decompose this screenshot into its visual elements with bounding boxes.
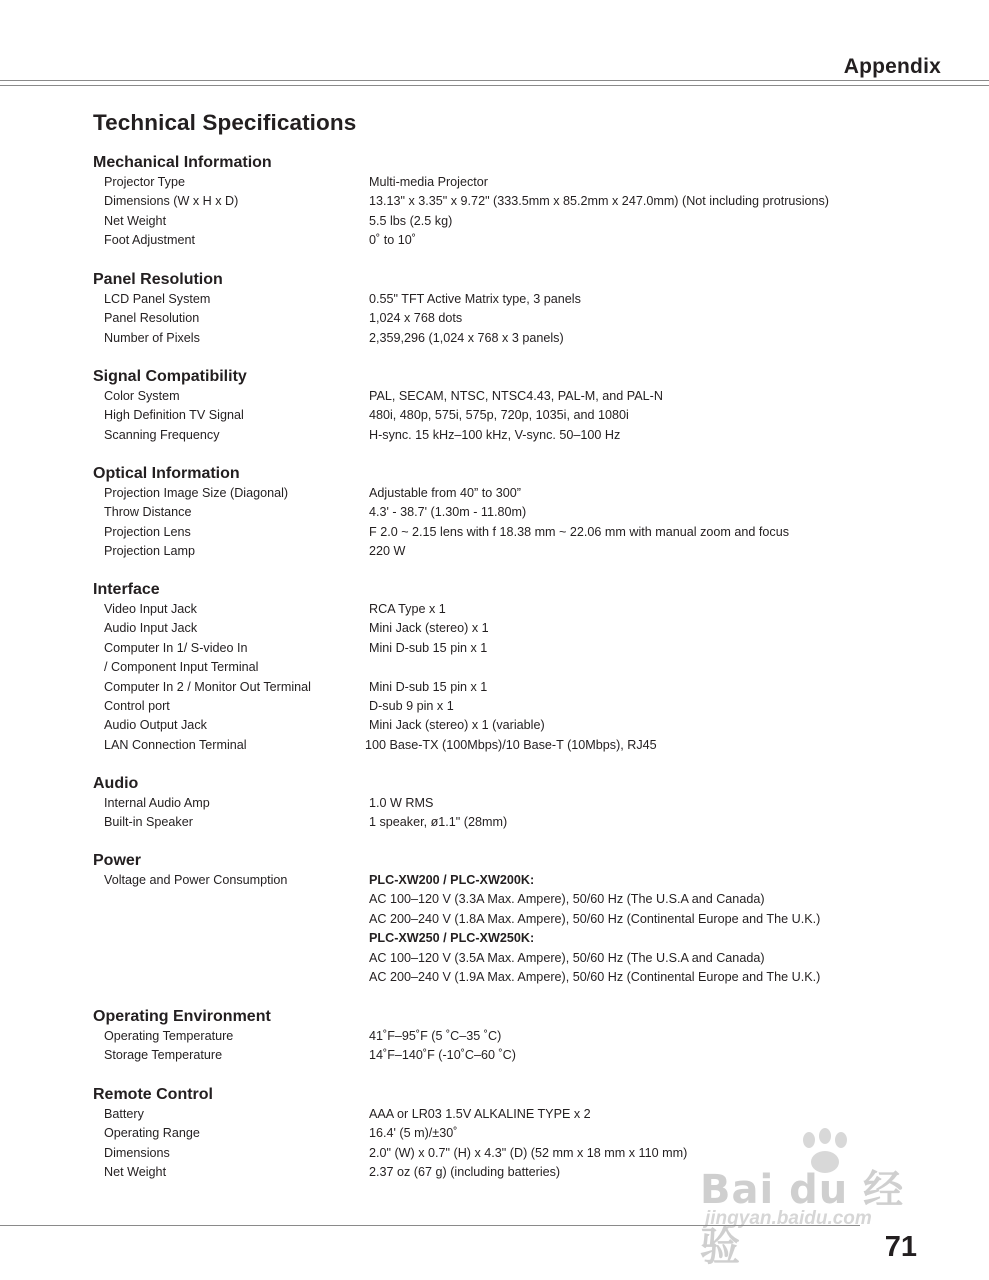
section-title: Operating Environment	[93, 1008, 271, 1025]
model-heading: PLC-XW200 / PLC-XW200K:	[369, 873, 535, 887]
spec-value: AC 100–120 V (3.5A Max. Ampere), 50/60 Hz (The U.S.A and Canada)	[369, 950, 765, 965]
spec-label: Video Input Jack	[104, 602, 197, 616]
spec-row	[93, 619, 913, 638]
spec-value: 41˚F–95˚F (5 ˚C–35 ˚C)	[369, 1029, 502, 1043]
spec-row	[93, 406, 913, 425]
spec-row	[93, 309, 913, 328]
spec-label: Audio Output Jack	[104, 718, 207, 733]
spec-value: 5.5 lbs (2.5 kg)	[369, 213, 453, 228]
spec-row	[93, 639, 913, 658]
spec-value: 13.13" x 3.35" x 9.72" (333.5mm x 85.2mm x 247.0mm) (Not including protrusions)	[369, 194, 829, 209]
spec-label: LAN Connection Terminal	[104, 737, 247, 752]
spec-label: Audio Input Jack	[104, 621, 198, 636]
spec-row	[93, 658, 913, 677]
watermark-logo: Bai du 经验	[700, 1167, 905, 1270]
page-number: 71	[884, 1231, 917, 1263]
spec-label: Scanning Frequency	[104, 427, 220, 442]
spec-value: 2,359,296 (1,024 x 768 x 3 panels)	[369, 330, 564, 345]
section-operating-environment	[93, 1006, 913, 1066]
spec-row	[93, 678, 913, 697]
spec-label: Built-in Speaker	[104, 815, 193, 830]
spec-value: 100 Base-TX (100Mbps)/10 Base-T (10Mbps), RJ45	[365, 737, 657, 752]
section-title: Power	[93, 852, 142, 869]
section-signal-compatibility	[93, 366, 913, 445]
spec-value: 0˚ to 10˚	[369, 233, 416, 248]
spec-label: Operating Temperature	[104, 1029, 234, 1043]
spec-label: Net Weight	[104, 1165, 167, 1180]
page-title: Technical Specifications	[93, 110, 357, 135]
model-heading: PLC-XW250 / PLC-XW250K:	[369, 931, 535, 946]
section-title: Interface	[93, 581, 160, 598]
spec-row	[93, 503, 913, 522]
spec-row	[93, 716, 913, 735]
section-title: Remote Control	[93, 1086, 213, 1103]
spec-label: Voltage and Power Consumption	[104, 873, 288, 887]
spec-value: D-sub 9 pin x 1	[369, 698, 454, 713]
spec-row	[93, 1027, 913, 1046]
spec-label: Computer In 2 / Monitor Out Terminal	[104, 679, 311, 694]
spec-label: Number of Pixels	[104, 330, 200, 345]
spec-label: Computer In 1/ S-video In	[104, 640, 248, 655]
spec-label: Control port	[104, 698, 170, 713]
spec-value: 220 W	[369, 544, 406, 559]
spec-value: 1,024 x 768 dots	[369, 311, 463, 326]
section-optical-information	[93, 463, 913, 562]
section-title: Optical Information	[93, 465, 240, 482]
section-title: Panel Resolution	[93, 271, 223, 288]
section-interface	[93, 579, 913, 755]
spec-value: AC 200–240 V (1.8A Max. Ampere), 50/60 Hz (Continental Europe and The U.K.)	[369, 911, 821, 926]
spec-row	[93, 929, 913, 948]
spec-value: RCA Type x 1	[369, 602, 446, 616]
spec-row	[93, 813, 913, 832]
spec-row	[93, 192, 913, 211]
section-panel-resolution	[93, 269, 913, 348]
spec-row	[93, 949, 913, 968]
spec-row	[93, 736, 913, 755]
watermark-url: jingyan.baidu.com	[705, 1208, 872, 1229]
spec-label: Panel Resolution	[104, 311, 200, 326]
spec-value: 14˚F–140˚F (-10˚C–60 ˚C)	[369, 1048, 516, 1063]
spec-row	[93, 523, 913, 542]
spec-value: AC 100–120 V (3.3A Max. Ampere), 50/60 Hz (The U.S.A and Canada)	[369, 892, 765, 907]
spec-row	[93, 600, 913, 619]
spec-label: Projection Image Size (Diagonal)	[104, 486, 289, 500]
spec-row	[93, 1046, 913, 1065]
spec-row	[93, 697, 913, 716]
spec-value: 0.55" TFT Active Matrix type, 3 panels	[369, 292, 581, 306]
spec-value: PAL, SECAM, NTSC, NTSC4.43, PAL-M, and PAL-N	[369, 389, 663, 403]
section-power	[93, 850, 913, 987]
spec-row	[93, 910, 913, 929]
spec-value: Mini Jack (stereo) x 1	[369, 621, 489, 636]
spec-row	[93, 387, 913, 406]
spec-label: Throw Distance	[104, 505, 192, 520]
spec-label: Battery	[104, 1107, 144, 1121]
section-title: Mechanical Information	[93, 154, 272, 171]
spec-label: Projector Type	[104, 175, 185, 189]
spec-value: 2.0" (W) x 0.7" (H) x 4.3" (D) (52 mm x 18 mm x 110 mm)	[369, 1145, 688, 1160]
spec-value: AAA or LR03 1.5V ALKALINE TYPE x 2	[369, 1107, 591, 1121]
spec-label: LCD Panel System	[104, 292, 211, 306]
spec-label: Operating Range	[104, 1126, 200, 1141]
spec-row	[93, 484, 913, 503]
spec-row	[93, 542, 913, 561]
section-title: Signal Compatibility	[93, 368, 247, 385]
spec-label: Internal Audio Amp	[104, 796, 210, 810]
spec-row	[93, 290, 913, 309]
spec-row	[93, 426, 913, 445]
spec-value: Adjustable from 40” to 300”	[369, 486, 521, 500]
spec-row	[93, 231, 913, 250]
spec-row	[93, 329, 913, 348]
section-audio	[93, 773, 913, 833]
spec-label: Net Weight	[104, 213, 167, 228]
spec-value: 1.0 W RMS	[369, 796, 434, 810]
spec-value: Mini D-sub 15 pin x 1	[369, 679, 488, 694]
spec-row	[93, 212, 913, 231]
spec-value: 16.4' (5 m)/±30˚	[369, 1126, 458, 1141]
spec-value: 2.37 oz (67 g) (including batteries)	[369, 1165, 561, 1180]
spec-label: / Component Input Terminal	[104, 660, 259, 675]
spec-value: AC 200–240 V (1.9A Max. Ampere), 50/60 Hz (Continental Europe and The U.K.)	[369, 969, 821, 984]
spec-value: 4.3' - 38.7' (1.30m - 11.80m)	[369, 505, 527, 520]
spec-label: Foot Adjustment	[104, 233, 196, 248]
spec-label: Projection Lamp	[104, 544, 196, 559]
spec-label: Projection Lens	[104, 524, 191, 539]
spec-label: Storage Temperature	[104, 1048, 223, 1063]
spec-label: High Definition TV Signal	[104, 408, 244, 423]
section-mechanical	[93, 152, 913, 251]
spec-value: Mini Jack (stereo) x 1 (variable)	[369, 718, 545, 733]
section-title: Audio	[93, 775, 139, 792]
spec-value: Mini D-sub 15 pin x 1	[369, 640, 488, 655]
spec-row	[93, 968, 913, 987]
spec-row	[93, 871, 913, 890]
spec-row	[93, 794, 913, 813]
spec-label: Dimensions	[104, 1145, 170, 1160]
footer-rule	[0, 1225, 860, 1226]
spec-row	[93, 1105, 913, 1124]
spec-value: F 2.0 ~ 2.15 lens with f 18.38 mm ~ 22.06 mm with manual zoom and focus	[369, 524, 790, 539]
header-rule	[0, 80, 989, 86]
spec-label: Color System	[104, 389, 180, 403]
spec-value: 480i, 480p, 575i, 575p, 720p, 1035i, and 1080i	[369, 408, 629, 423]
spec-row	[93, 890, 913, 909]
spec-value: Multi-media Projector	[369, 175, 488, 189]
spec-label: Dimensions (W x H x D)	[104, 194, 239, 209]
chapter-heading: Appendix	[843, 55, 941, 78]
spec-row	[93, 173, 913, 192]
spec-value: H-sync. 15 kHz–100 kHz, V-sync. 50–100 Hz	[369, 427, 621, 442]
spec-value: 1 speaker, ø1.1" (28mm)	[369, 815, 508, 830]
